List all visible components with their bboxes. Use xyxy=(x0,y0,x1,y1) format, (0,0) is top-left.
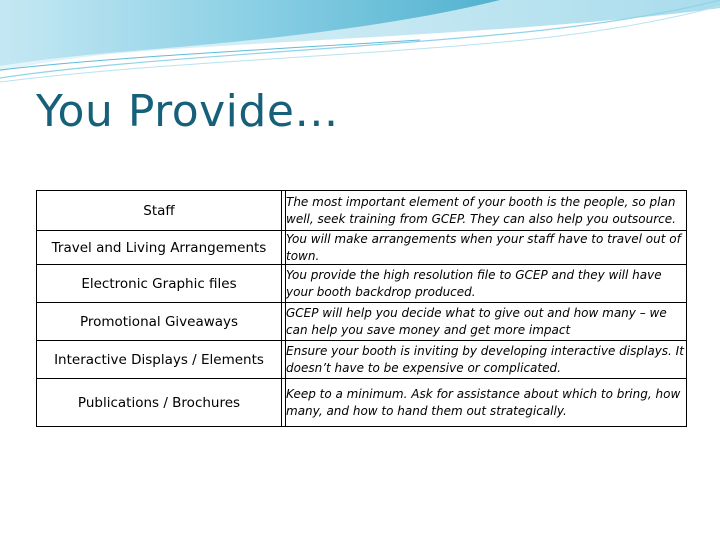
header-swoosh-decoration xyxy=(0,0,720,90)
table-row xyxy=(37,265,687,303)
provide-table xyxy=(36,190,687,427)
row-description: GCEP will help you decide what to give out and how many – we can help you save money and get more impact xyxy=(286,303,687,341)
row-description: Ensure your booth is inviting by developing interactive displays. It doesn’t have to be expensive or complicated. xyxy=(286,341,687,379)
row-label: Staff xyxy=(37,191,282,231)
table-row xyxy=(37,303,687,341)
slide-title: You Provide… xyxy=(36,86,339,137)
row-description: You provide the high resolution file to GCEP and they will have your booth backdrop produced. xyxy=(286,265,687,303)
row-label: Promotional Giveaways xyxy=(37,303,282,341)
row-label: Electronic Graphic files xyxy=(37,265,282,303)
table-row xyxy=(37,231,687,265)
row-label: Travel and Living Arrangements xyxy=(37,231,282,265)
row-description: The most important element of your booth is the people, so plan well, seek training from GCEP. They can also help you outsource. xyxy=(286,191,687,231)
row-label: Interactive Displays / Elements xyxy=(37,341,282,379)
table-row xyxy=(37,379,687,427)
table-row xyxy=(37,341,687,379)
row-label: Publications / Brochures xyxy=(37,379,282,427)
row-description: Keep to a minimum. Ask for assistance about which to bring, how many, and how to hand them out strategically. xyxy=(286,379,687,427)
table-row xyxy=(37,191,687,231)
row-description: You will make arrangements when your staff have to travel out of town. xyxy=(286,231,687,265)
